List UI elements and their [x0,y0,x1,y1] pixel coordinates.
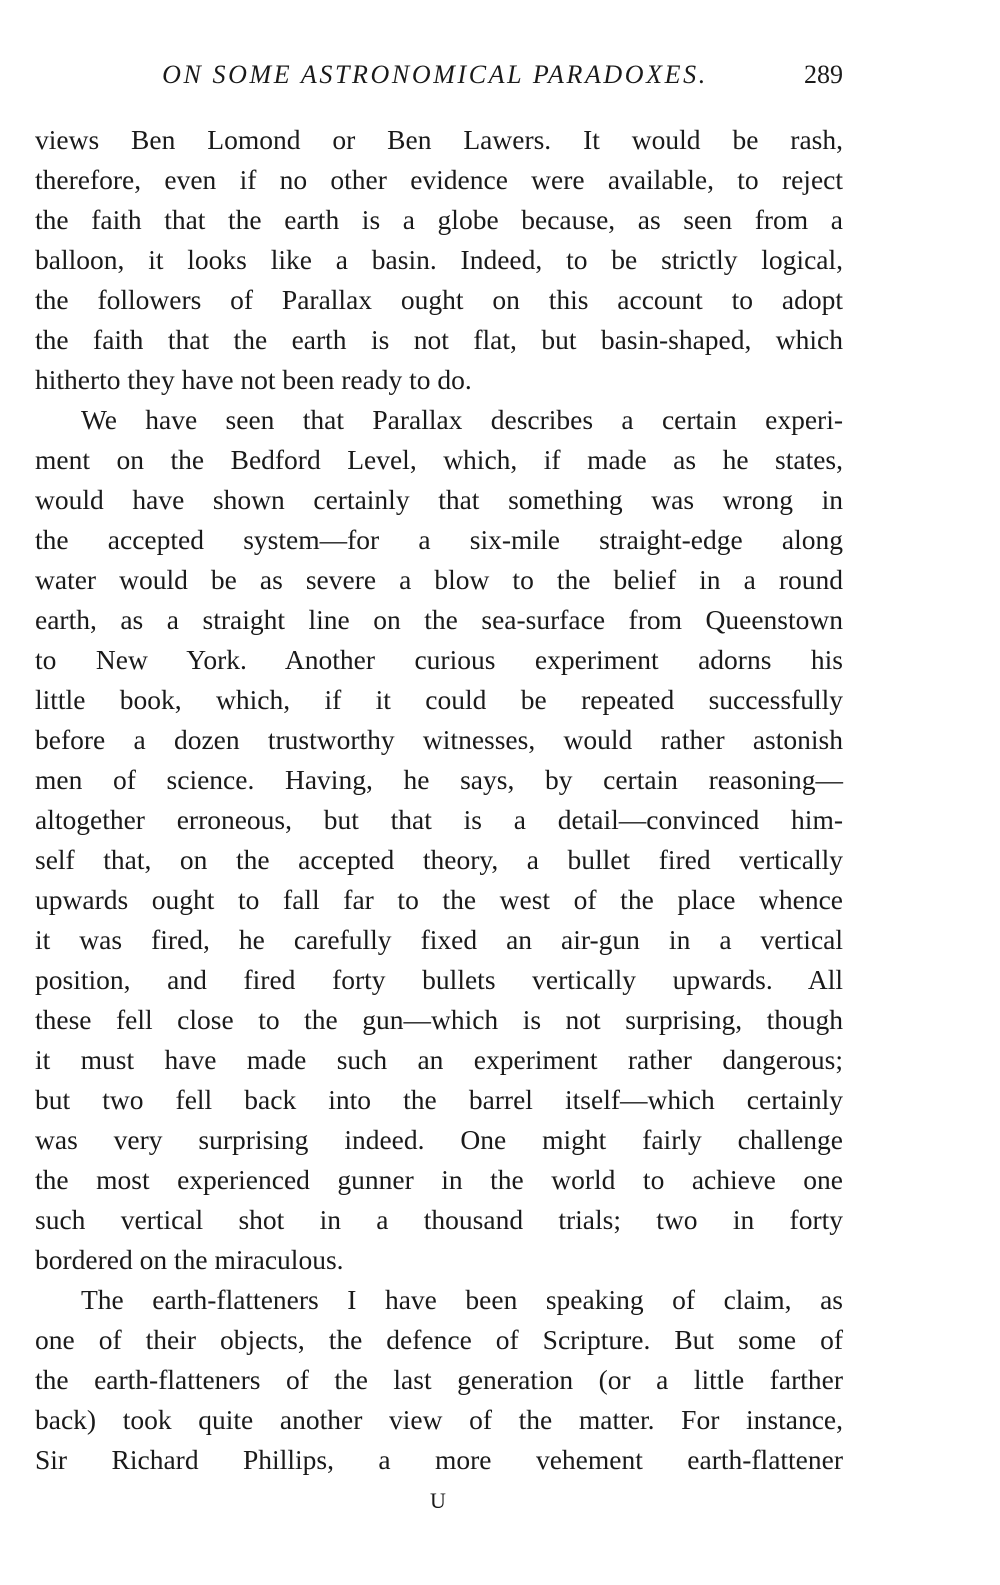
text-line: to New York. Another curious experiment adorns his [35,644,843,675]
text-line: ment on the Bedford Level, which, if made as he states, [35,444,843,475]
text-line: one of their objects, the defence of Scripture. But some of [35,1324,843,1355]
text-line: altogether erroneous, but that is a detail—convinced him- [35,804,843,835]
paragraph-1 [35,120,843,400]
text-line: it was fired, he carefully fixed an air-gun in a vertical [35,924,843,955]
text-line: was very surprising indeed. One might fairly challenge [35,1124,843,1155]
text-line: The earth-flatteners I have been speaking of claim, as [81,1284,843,1315]
text-line: the accepted system—for a six-mile straight-edge along [35,524,843,555]
text-line: views Ben Lomond or Ben Lawers. It would be rash, [35,124,843,155]
text-line: would have shown certainly that something was wrong in [35,484,843,515]
text-line: it must have made such an experiment rather dangerous; [35,1044,843,1075]
text-line: the most experienced gunner in the world to achieve one [35,1164,843,1195]
text-line: these fell close to the gun—which is not surprising, though [35,1004,843,1035]
text-line: such vertical shot in a thousand trials; two in forty [35,1204,843,1235]
paragraph-3 [35,1280,843,1480]
text-line: bordered on the miraculous. [35,1244,344,1275]
text-line: earth, as a straight line on the sea-surface from Queenstown [35,604,843,635]
book-page [35,0,843,1585]
text-line: back) took quite another view of the matter. For instance, [35,1404,843,1435]
text-line: self that, on the accepted theory, a bullet fired vertically [35,844,843,875]
page-number: 289 [804,60,843,89]
running-head [35,58,843,98]
text-line: therefore, even if no other evidence were available, to reject [35,164,843,195]
signature-mark: U [430,1488,446,1513]
text-line: before a dozen trustworthy witnesses, would rather astonish [35,724,843,755]
text-line: position, and fired forty bullets vertically upwards. All [35,964,843,995]
text-line: men of science. Having, he says, by certain reasoning— [35,764,843,795]
text-line: little book, which, if it could be repeated successfully [35,684,843,715]
paragraph-2 [35,400,843,1280]
running-title: ON SOME ASTRONOMICAL PARADOXES. [162,60,708,89]
text-line: but two fell back into the barrel itself—which certainly [35,1084,843,1115]
text-line: water would be as severe a blow to the belief in a round [35,564,843,595]
body-text [35,120,843,1480]
text-line: We have seen that Parallax describes a certain experi- [81,404,843,435]
text-line: the followers of Parallax ought on this account to adopt [35,284,843,315]
text-line: upwards ought to fall far to the west of the place whence [35,884,843,915]
text-line: the faith that the earth is not flat, but basin-shaped, which [35,324,843,355]
text-line: the earth-flatteners of the last generation (or a little farther [35,1364,843,1395]
text-line: balloon, it looks like a basin. Indeed, to be strictly logical, [35,244,843,275]
text-line: Sir Richard Phillips, a more vehement earth-flattener [35,1444,843,1475]
text-line: the faith that the earth is a globe because, as seen from a [35,204,843,235]
text-line: hitherto they have not been ready to do. [35,364,472,395]
